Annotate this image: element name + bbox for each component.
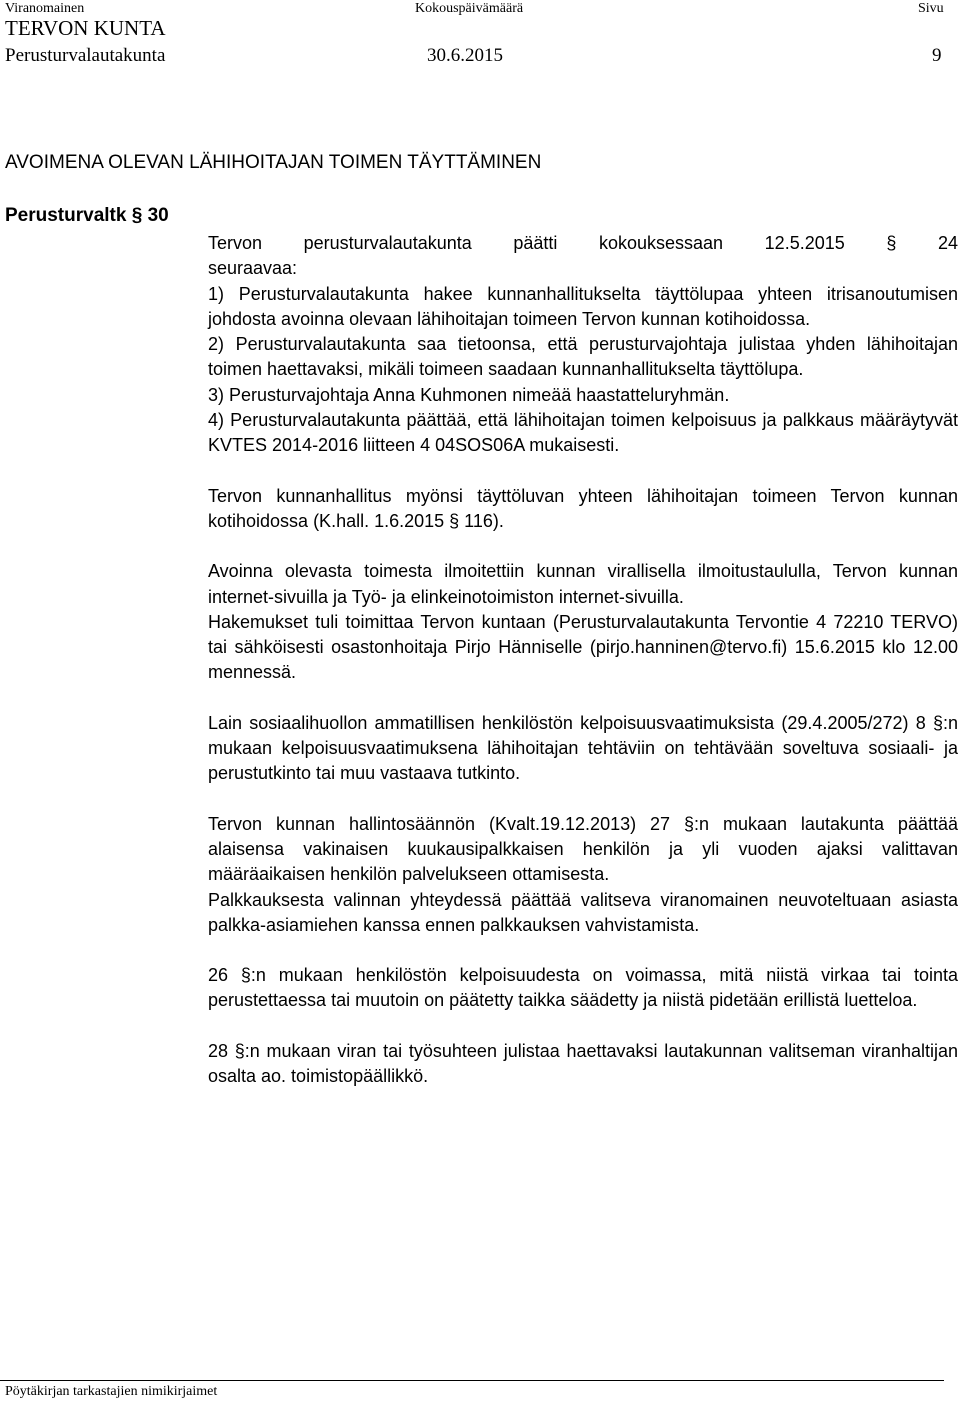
paragraph-regulation-28: 28 §:n mukaan viran tai työsuhteen julistaa haettavaksi lautakunnan valitseman viranhaltijan osalta ao. toimistopäällikkö.	[208, 1040, 958, 1087]
paragraph-announcement: Avoinna olevasta toimesta ilmoitettiin kunnan virallisella ilmoitustaululla, Tervon kunnan internet-sivuilla ja Työ- ja elinkeinotoimiston internet-sivuilla.	[208, 561, 958, 607]
organization-name: TERVON KUNTA	[5, 16, 166, 40]
paragraph-regulation-26: 26 §:n mukaan henkilöstön kelpoisuudesta on voimassa, mitä niistä virkaa tai tointa perustettaessa tai muutoin on päätetty taikka säädetty ja niistä pidetään erillistä luetteloa.	[208, 965, 958, 1011]
header-label-meeting-date: Kokouspäivämäärä	[415, 1, 524, 16]
decision-body	[208, 231, 958, 1089]
list-item-3: 3) Perusturvajohtaja Anna Kuhmonen nimeää haastatteluryhmän.	[208, 384, 730, 405]
paragraph-intro-rest: seuraavaa:	[208, 258, 298, 279]
paragraph-intro	[208, 231, 958, 282]
list-item-1: 1) Perusturvalautakunta hakee kunnanhallitukselta täyttölupaa yhteen itrisanoutumisen johdosta avoinna olevaan lähihoitajan toimeen Tervon kunnan kotihoidossa.	[208, 283, 958, 329]
paragraph-applications: Hakemukset tuli toimittaa Tervon kuntaan (Perusturvalautakunta Tervontie 4 72210 TERVO) tai sähköisesti osastonhoitaja Pirjo Hänniselle (pirjo.hanninen@tervo.fi) 15.6.2015 klo 12.00 mennessä.	[208, 611, 958, 683]
section-reference: Perusturvaltk § 30	[5, 205, 169, 226]
paragraph-intro-line1: Tervon perusturvalautakunta päätti kokouksessaan 12.5.2015 § 24	[208, 233, 958, 253]
meeting-date: 30.6.2015	[427, 45, 503, 66]
footer-divider	[0, 1380, 944, 1381]
paragraph-salary: Palkkauksesta valinnan yhteydessä päättää valitseva viranomainen neuvoteltuaan asiasta palkka-asiamiehen kanssa ennen palkkauksen vahvistamista.	[208, 889, 958, 935]
paragraph-permit: Tervon kunnanhallitus myönsi täyttöluvan yhteen lähihoitajan toimeen Tervon kunnan kotihoidossa (K.hall. 1.6.2015 § 116).	[208, 485, 958, 531]
list-item-2: 2) Perusturvalautakunta saa tietoonsa, että perusturvajohtaja julistaa yhden lähihoitajan toimen haettavaksi, mikäli toimeen saadaan kunnanhallitukselta täyttölupa.	[208, 334, 958, 380]
list-item-4: 4) Perusturvalautakunta päättää, että lähihoitajan toimen kelpoisuus ja palkkaus määräytyvät KVTES 2014-2016 liitteen 4 04SOS06A mukaisesti.	[208, 410, 958, 456]
header-label-authority: Viranomainen	[5, 1, 85, 16]
paragraph-regulation-27: Tervon kunnan hallintosäännön (Kvalt.19.12.2013) 27 §:n mukaan lautakunta päättää alaisensa vakinaisen kuukausipalkkaisen henkilön ja yli vuoden ajaksi valittavan määräaikaisen henkilön palvelukseen ottamisesta.	[208, 813, 958, 885]
document-title: AVOIMENA OLEVAN LÄHIHOITAJAN TOIMEN TÄYTTÄMINEN	[5, 152, 542, 173]
page-number: 9	[932, 45, 942, 66]
footer-signature-label: Pöytäkirjan tarkastajien nimikirjaimet	[5, 1384, 218, 1399]
paragraph-qualifications: Lain sosiaalihuollon ammatillisen henkilöstön kelpoisuusvaatimuksista (29.4.2005/272) 8 §:n mukaan kelpoisuusvaatimuksena lähihoitajan tehtäviin on tehtävään soveltuva sosiaali- ja perustutkinto tai muu vastaava tutkinto.	[208, 712, 958, 784]
header-label-page: Sivu	[918, 1, 944, 16]
committee-name: Perusturvalautakunta	[5, 45, 166, 66]
